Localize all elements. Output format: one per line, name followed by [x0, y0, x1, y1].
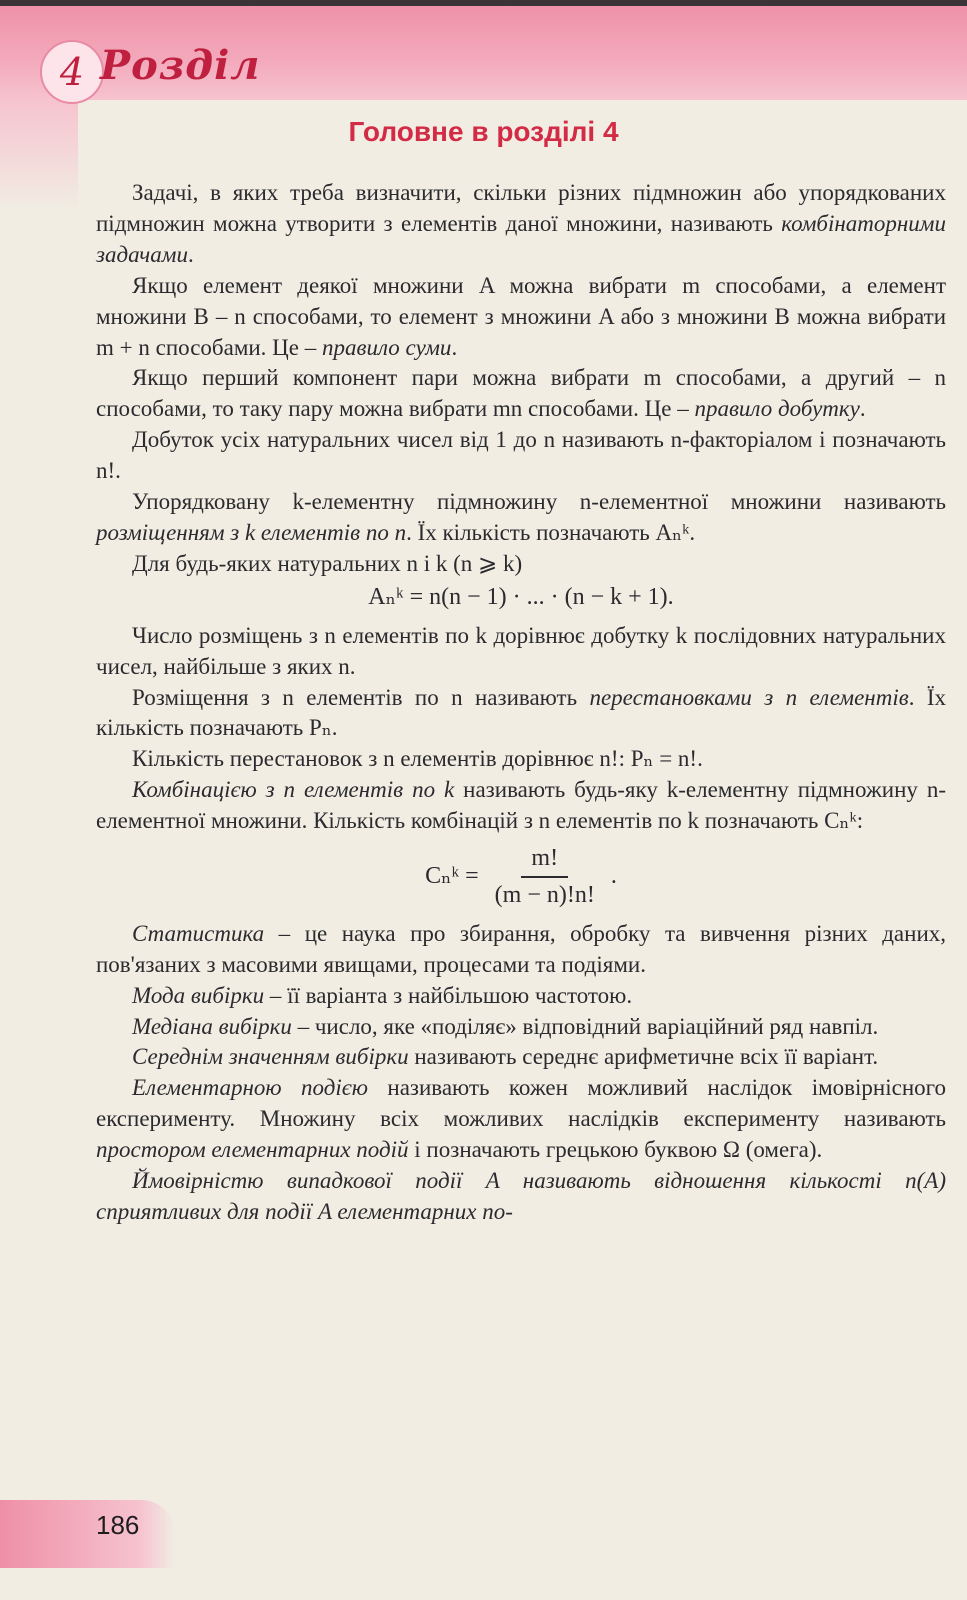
- paragraph-median: Медіана вибірки – число, яке «поділяє» відповідний варіаційний ряд навпіл.: [132, 1013, 879, 1039]
- page-body: [96, 178, 946, 1228]
- formula-fraction: [485, 843, 605, 911]
- paragraph-arrangements: Упорядковану k-елементну підмножину n-елементної множини називають розміщенням з k елементів по n. Їх кількість позначають Aₙᵏ.: [96, 489, 946, 545]
- paragraph-combinations: Комбінацією з n елементів по k називають будь-яку k-елементну підмножину n-елементної множини. Кількість комбінацій з n елементів по k позначають Cₙᵏ:: [96, 777, 946, 834]
- chapter-label: Розділ: [100, 42, 261, 89]
- chapter-number: 4: [40, 40, 104, 104]
- paragraph-sum-rule: Якщо елемент деякої множини A можна вибрати m способами, а елемент множини B – n способами, то елемент з множини A або з множини B можна вибрати m + n способами. Це – правило суми.: [96, 272, 946, 360]
- formula-lhs: Cₙᵏ =: [425, 863, 479, 890]
- paragraph-combinatorial-problems: Задачі, в яких треба визначити, скільки різних підмножин або упорядкованих підмножин можна утворити з елементів даної множини, називають комбінаторними задачами.: [96, 180, 946, 267]
- paragraph-statistics: Статистика – це наука про збирання, обробку та вивчення різних даних, пов'язаних з масовими явищами, процесами та подіями.: [96, 920, 946, 977]
- formula-combinations: [96, 843, 946, 911]
- section-title: Головне в розділі 4: [348, 116, 619, 147]
- formula-numerator: m!: [521, 843, 568, 878]
- page-number: 186: [96, 1510, 140, 1540]
- formula-denominator: (m − n)!n!: [494, 881, 595, 908]
- paragraph-permutations-count: Кількість перестановок з n елементів дорівнює n!: Pₙ = n!.: [132, 746, 703, 772]
- paragraph-probability: Ймовірністю випадкової події A називають відношення кількості n(A) сприятливих для події A елементарних по-: [96, 1168, 946, 1224]
- paragraph-permutations: Розміщення з n елементів по n називають перестановками з n елементів. Їх кількість позначають Pₙ.: [96, 684, 946, 741]
- page-number-tab: [0, 1500, 175, 1568]
- top-border: [0, 0, 967, 6]
- paragraph-mean: Середнім значенням вибірки називають середнє арифметичне всіх її варіант.: [132, 1044, 879, 1070]
- paragraph-for-any-n-k: Для будь-яких натуральних n і k (n ⩾ k): [132, 550, 523, 576]
- paragraph-arrangements-count: Число розміщень з n елементів по k дорівнює добутку k послідовних натуральних чисел, найбільше з яких n.: [96, 622, 946, 679]
- paragraph-factorial: Добуток усіх натуральних чисел від 1 до n називають n-факторіалом і позначають n!.: [96, 427, 946, 484]
- paragraph-mode: Мода вибірки – її варіанта з найбільшою частотою.: [132, 982, 633, 1008]
- paragraph-elementary-event: Елементарною подією називають кожен можливий наслідок імовірнісного експерименту. Множину всіх можливих наслідків експерименту називають простором елементарних подій і позначають грецькою буквою Ω (омега).: [96, 1075, 947, 1163]
- formula-arrangements: Aₙᵏ = n(n − 1) · ... · (n − k + 1).: [368, 583, 674, 610]
- formula-end: .: [610, 863, 617, 890]
- paragraph-product-rule: Якщо перший компонент пари можна вибрати m способами, а другий – n способами, то таку пару можна вибрати mn способами. Це – правило добутку.: [96, 365, 946, 422]
